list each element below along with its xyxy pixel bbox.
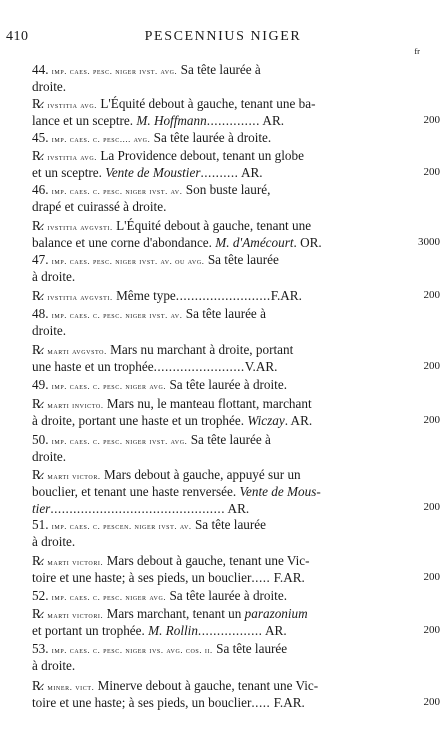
description-continued: à droite. — [32, 269, 76, 285]
reverse-legend: ivstitia avg. — [47, 152, 98, 162]
description: Sa tête laurée à droite. — [166, 377, 287, 392]
catalog-entry-53-reverse — [32, 678, 364, 712]
metal: F.AR. — [270, 695, 305, 711]
description-continued: lance et un sceptre. — [32, 113, 137, 129]
metal: AR. — [259, 113, 285, 129]
description: Mars nu, le manteau flottant, marchant — [103, 396, 312, 411]
catalog-entry-51-obverse — [32, 517, 364, 551]
price: 200 — [423, 166, 440, 178]
description-continued: drapé et cuirassé à droite. — [32, 199, 167, 215]
metal: . AR. — [284, 413, 313, 429]
reverse-mark: R̷. — [32, 678, 45, 693]
metal: . OR. — [293, 235, 322, 251]
obverse-legend: imp. caes. c. pesc.... avg. — [51, 134, 151, 144]
entry-number: 46. — [32, 182, 49, 197]
metal: V.AR. — [244, 359, 278, 375]
description: Mars nu marchant à droite, portant — [106, 342, 294, 357]
metal: AR. — [262, 623, 287, 639]
entry-number: 52. — [32, 588, 49, 603]
provenance: Vente de Moustier — [105, 165, 201, 181]
leader-dots: ..... — [251, 695, 271, 711]
obverse-legend: imp. caes. c. pescen. niger ivst. av. — [51, 521, 192, 531]
description: Sa tête laurée — [191, 517, 266, 532]
reverse-mark: R̷. — [32, 396, 45, 411]
description: Même type — [112, 288, 176, 303]
reverse-legend: ivstitia avgvsti. — [47, 292, 113, 302]
reverse-legend: ivstitia avg. — [47, 100, 98, 110]
description: Sa tête laurée à — [182, 306, 266, 321]
reverse-mark: R̷. — [32, 218, 45, 233]
description: Sa tête laurée à droite. — [166, 588, 287, 603]
price: 200 — [423, 114, 440, 126]
description: Sa tête laurée — [204, 252, 279, 267]
reverse-mark: R̷. — [32, 467, 45, 482]
description-continued: à droite. — [32, 534, 76, 550]
page-number: 410 — [6, 29, 29, 44]
obverse-legend: imp. caes. c. pesc. niger ivst. av. — [51, 186, 183, 196]
description: Mars debout à gauche, appuyé sur un — [100, 467, 301, 482]
obverse-legend: imp. caes. pesc. niger ivst. avg. — [51, 66, 178, 76]
obverse-legend: imp. caes. c. pesc. niger avg. — [51, 381, 167, 391]
description-continued: droite. — [32, 449, 67, 465]
description-continued: toire et une haste; à ses pieds, un bouclier — [32, 570, 252, 586]
reverse-legend: marti invicto. — [47, 400, 104, 410]
price: 3000 — [418, 236, 440, 248]
catalog-entry-47-obverse — [32, 252, 364, 286]
catalog-entry-47-reverse — [32, 288, 364, 305]
provenance: Wiczay — [247, 413, 285, 429]
description-continued: une haste et un trophée — [32, 359, 154, 375]
description-continued: bouclier, et tenant une haste renversée. — [32, 484, 240, 500]
leader-dots: .............. — [206, 113, 260, 129]
reverse-mark: R̷. — [32, 553, 45, 568]
price: 200 — [423, 571, 440, 583]
catalog-entry-45-obverse — [32, 130, 364, 147]
price: 200 — [423, 696, 440, 708]
entry-number: 49. — [32, 377, 49, 392]
running-head: PESCENNIUS NIGER — [144, 29, 302, 44]
column-label: fr — [414, 46, 420, 56]
price: 200 — [423, 360, 440, 372]
provenance: Vente de Mous- — [239, 484, 321, 500]
catalog-entry-50-obverse — [32, 432, 364, 466]
catalog-entry-48-obverse — [32, 306, 364, 340]
obverse-legend: imp. caes. c. pesc. niger ivst. avg. — [51, 436, 188, 446]
object-term: parazonium — [244, 606, 308, 621]
reverse-legend: marti victori. — [47, 610, 104, 620]
description: Sa tête laurée — [212, 641, 288, 656]
price: 200 — [423, 501, 440, 513]
description-continued: à droite. — [32, 658, 76, 674]
price: 200 — [423, 414, 440, 426]
entry-number: 51. — [32, 517, 49, 532]
description-continued: droite. — [32, 323, 67, 339]
leader-dots: ................. — [197, 623, 263, 639]
catalog-entry-51-reverse — [32, 553, 364, 587]
description-continued: et un sceptre. — [32, 165, 106, 181]
leader-dots: .............................................. — [50, 500, 225, 516]
reverse-mark: R̷. — [32, 288, 45, 303]
entry-number: 50. — [32, 432, 49, 447]
catalog-entry-49-obverse — [32, 377, 364, 394]
reverse-mark: R̷. — [32, 342, 45, 357]
entry-number: 45. — [32, 130, 49, 145]
provenance: M. d'Amécourt — [215, 235, 294, 251]
catalog-entry-45-reverse — [32, 148, 364, 182]
description: La Providence debout, tenant un globe — [97, 148, 304, 163]
description: Sa tête laurée à droite. — [150, 130, 272, 145]
description: Sa tête laurée à — [177, 62, 261, 77]
description: L'Équité debout à gauche, tenant une — [112, 218, 312, 233]
metal: F.AR. — [270, 570, 305, 586]
catalog-entry-52-obverse — [32, 588, 364, 605]
description-continued: et portant un trophée. — [32, 623, 149, 639]
description: Son buste lauré, — [182, 182, 271, 197]
obverse-legend: imp. caes. pesc. niger ivst. av. ou avg. — [51, 256, 205, 266]
obverse-legend: imp. caes. c. pesc. niger ivs. avg. cos. ii. — [51, 645, 213, 655]
description: Sa tête laurée à — [187, 432, 271, 447]
metal: F.AR. — [270, 288, 302, 303]
reverse-legend: marti victor. — [47, 471, 101, 481]
description-continued: à droite, portant une haste et un trophée. — [32, 413, 248, 429]
catalog-entry-46-obverse — [32, 182, 364, 216]
reverse-legend: marti victori. — [47, 557, 104, 567]
provenance: M. Rollin — [148, 623, 198, 639]
provenance: M. Hoffmann — [136, 113, 207, 129]
entry-number: 44. — [32, 62, 49, 77]
obverse-legend: imp. caes. c. pesc. niger ivst. av. — [51, 310, 183, 320]
description: L'Équité debout à gauche, tenant une ba- — [97, 96, 316, 111]
catalog-entry-44-reverse — [32, 96, 364, 130]
catalog-entry-49-reverse — [32, 396, 364, 430]
description: Minerve debout à gauche, tenant une Vic- — [94, 678, 319, 693]
reverse-legend: miner. vict. — [47, 682, 95, 692]
price: 200 — [423, 289, 440, 301]
metal: AR. — [224, 500, 250, 516]
catalog-entry-50-reverse — [32, 467, 364, 517]
catalog-entry-46-reverse — [32, 218, 364, 252]
reverse-mark: R̷. — [32, 606, 45, 621]
reverse-mark: R̷. — [32, 96, 45, 111]
description: Mars marchant, tenant un — [103, 606, 245, 621]
entry-number: 53. — [32, 641, 49, 656]
reverse-legend: ivstitia avgvsti. — [47, 222, 113, 232]
leader-dots: .......... — [200, 165, 239, 181]
leader-dots: ......................... — [175, 288, 271, 303]
leader-dots: ..... — [251, 570, 271, 586]
provenance-continued: tier — [32, 500, 51, 516]
description: Mars debout à gauche, tenant une Vic- — [103, 553, 310, 568]
obverse-legend: imp. caes. c. pesc. niger avg. — [51, 592, 167, 602]
description-continued: balance et une corne d'abondance. — [32, 235, 216, 251]
reverse-mark: R̷. — [32, 148, 45, 163]
price: 200 — [423, 624, 440, 636]
metal: AR. — [238, 165, 263, 181]
entry-number: 47. — [32, 252, 49, 267]
catalog-entry-48-reverse — [32, 342, 364, 376]
catalog-entry-52-reverse — [32, 606, 364, 640]
entry-number: 48. — [32, 306, 49, 321]
leader-dots: ........................ — [153, 359, 245, 375]
catalog-entry-53-obverse — [32, 641, 364, 675]
catalog-entry-44-obverse — [32, 62, 364, 96]
description-continued: toire et une haste; à ses pieds, un bouclier — [32, 695, 252, 711]
reverse-legend: marti avgvsto. — [47, 346, 107, 356]
description-continued: droite. — [32, 79, 67, 95]
